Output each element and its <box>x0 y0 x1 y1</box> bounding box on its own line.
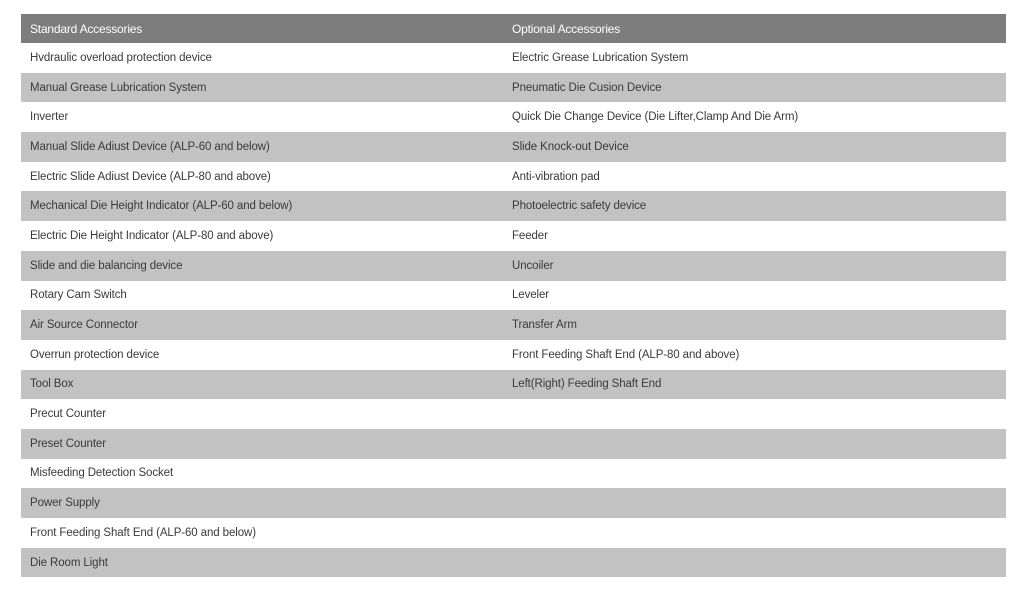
standard-accessory-cell: Slide and die balancing device <box>21 251 503 281</box>
optional-accessory-cell <box>503 429 1006 459</box>
table-row <box>21 488 1006 518</box>
standard-accessory-cell: Inverter <box>21 102 503 132</box>
standard-accessory-cell: Precut Counter <box>21 399 503 429</box>
accessories-table <box>21 14 1006 577</box>
standard-accessory-cell: Power Supply <box>21 488 503 518</box>
table-row <box>21 251 1006 281</box>
table-row <box>21 399 1006 429</box>
standard-accessory-cell: Mechanical Die Height Indicator (ALP-60 and below) <box>21 191 503 221</box>
table-row <box>21 191 1006 221</box>
standard-accessory-cell: Electric Slide Adiust Device (ALP-80 and above) <box>21 162 503 192</box>
table-row <box>21 43 1006 73</box>
standard-accessories-header: Standard Accessories <box>21 14 503 43</box>
table-row <box>21 73 1006 103</box>
table-row <box>21 281 1006 311</box>
standard-accessory-cell: Misfeeding Detection Socket <box>21 459 503 489</box>
table-row <box>21 459 1006 489</box>
optional-accessory-cell <box>503 548 1006 578</box>
optional-accessory-cell <box>503 459 1006 489</box>
optional-accessory-cell: Front Feeding Shaft End (ALP-80 and above) <box>503 340 1006 370</box>
table-row <box>21 429 1006 459</box>
standard-accessory-cell: Die Room Light <box>21 548 503 578</box>
standard-accessory-cell: Manual Slide Adiust Device (ALP-60 and below) <box>21 132 503 162</box>
table-row <box>21 102 1006 132</box>
table-body <box>21 43 1006 577</box>
optional-accessory-cell: Leveler <box>503 281 1006 311</box>
table-row <box>21 132 1006 162</box>
optional-accessory-cell: Photoelectric safety device <box>503 191 1006 221</box>
standard-accessory-cell: Tool Box <box>21 370 503 400</box>
optional-accessories-header: Optional Accessories <box>503 14 1006 43</box>
optional-accessory-cell: Left(Right) Feeding Shaft End <box>503 370 1006 400</box>
optional-accessory-cell: Slide Knock-out Device <box>503 132 1006 162</box>
optional-accessory-cell <box>503 488 1006 518</box>
optional-accessory-cell: Transfer Arm <box>503 310 1006 340</box>
table-row <box>21 340 1006 370</box>
table-row <box>21 548 1006 578</box>
optional-accessory-cell: Uncoiler <box>503 251 1006 281</box>
optional-accessory-cell: Pneumatic Die Cusion Device <box>503 73 1006 103</box>
optional-accessory-cell: Quick Die Change Device (Die Lifter,Clamp And Die Arm) <box>503 102 1006 132</box>
optional-accessory-cell <box>503 518 1006 548</box>
optional-accessory-cell <box>503 399 1006 429</box>
optional-accessory-cell: Electric Grease Lubrication System <box>503 43 1006 73</box>
standard-accessory-cell: Overrun protection device <box>21 340 503 370</box>
optional-accessory-cell: Feeder <box>503 221 1006 251</box>
standard-accessory-cell: Hvdraulic overload protection device <box>21 43 503 73</box>
standard-accessory-cell: Preset Counter <box>21 429 503 459</box>
table-row <box>21 370 1006 400</box>
standard-accessory-cell: Rotary Cam Switch <box>21 281 503 311</box>
optional-accessory-cell: Anti-vibration pad <box>503 162 1006 192</box>
table-row <box>21 221 1006 251</box>
standard-accessory-cell: Manual Grease Lubrication System <box>21 73 503 103</box>
standard-accessory-cell: Front Feeding Shaft End (ALP-60 and below) <box>21 518 503 548</box>
table-header-row <box>21 14 1006 43</box>
table-row <box>21 162 1006 192</box>
standard-accessory-cell: Electric Die Height Indicator (ALP-80 and above) <box>21 221 503 251</box>
table-row <box>21 310 1006 340</box>
table-row <box>21 518 1006 548</box>
standard-accessory-cell: Air Source Connector <box>21 310 503 340</box>
